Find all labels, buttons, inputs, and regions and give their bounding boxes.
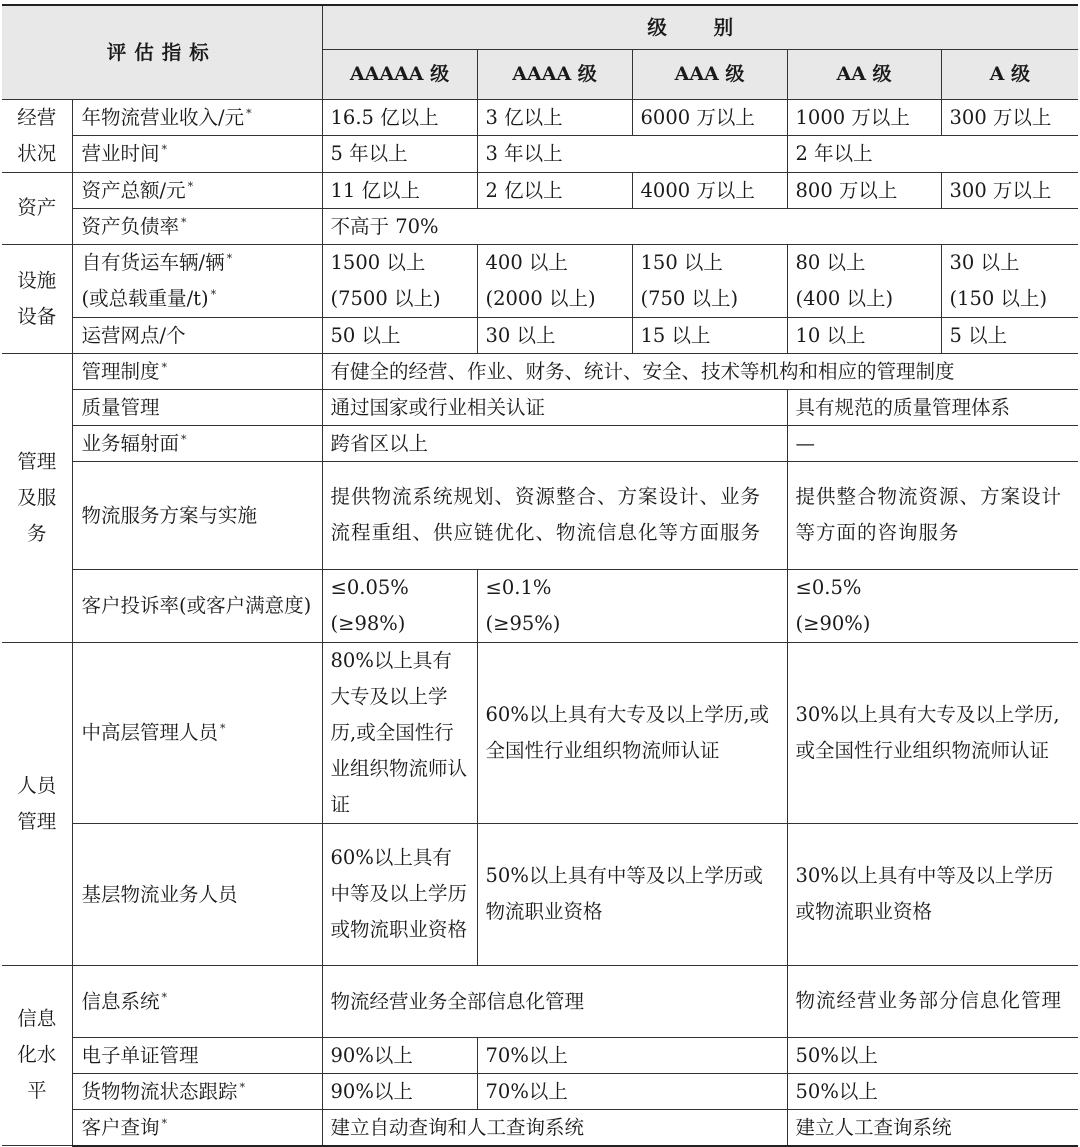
cell-value: 2 亿以上: [477, 172, 632, 208]
cell-value: 具有规范的质量管理体系: [787, 389, 1078, 425]
evaluation-table-container: [2, 4, 1078, 1139]
cell-value: 300 万以上: [941, 172, 1078, 208]
required-mark: *: [161, 143, 168, 157]
required-mark: *: [226, 251, 233, 265]
category-personnel: 人员 管理: [2, 642, 72, 965]
indicator-label: 信息系统: [81, 989, 160, 1013]
required-mark: *: [239, 1080, 246, 1094]
cell-value: 50%以上: [787, 1037, 1078, 1073]
indicator-quality: [72, 389, 322, 425]
cell-value: 提供物流系统规划、资源整合、方案设计、业务流程重组、供应链优化、物流信息化等方面服务: [322, 461, 787, 569]
indicator-business-time: [72, 136, 322, 173]
required-mark: *: [161, 1116, 168, 1130]
indicator-label: 管理制度: [81, 359, 160, 383]
required-mark: *: [181, 432, 187, 446]
indicator-complaint-rate: 客户投诉率(或客户满意度): [72, 569, 322, 642]
required-mark: *: [210, 287, 217, 301]
indicator-label: 中高层管理人员: [81, 721, 219, 744]
indicator-cargo-tracking: [72, 1073, 322, 1109]
cell-value: 物流经营业务全部信息化管理: [322, 965, 787, 1037]
cell-value: 80%以上具有大专及以上学历,或全国性行业组织物流师认证: [322, 642, 477, 823]
category-assets: 资产: [2, 172, 72, 244]
category-operation: 经营 状况: [2, 99, 72, 172]
cell-value: 60%以上具有大专及以上学历,或全国性行业组织物流师认证: [477, 642, 787, 823]
cell-value: 90%以上: [322, 1037, 477, 1073]
indicator-label: 业务辐射面: [81, 431, 180, 455]
cell-value: 3 年以上: [477, 136, 787, 173]
cell-value: 50 以上: [322, 317, 477, 353]
cell-value: 800 万以上: [787, 172, 941, 208]
cell-value: 50%以上具有中等及以上学历或物流职业资格: [477, 823, 787, 965]
cell-value: 5 年以上: [322, 136, 477, 173]
cell-value: 90%以上: [322, 1073, 477, 1109]
cell-value: 30%以上具有中等及以上学历或物流职业资格: [787, 823, 1078, 965]
cell-value: 50%以上: [787, 1073, 1078, 1109]
required-mark: *: [246, 106, 252, 120]
header-level-aaaa: AAAA 级: [477, 49, 632, 99]
cell-value: —: [787, 425, 1078, 461]
cell-value: ≤0.1% (≥95%): [477, 569, 787, 642]
cell-value: 70%以上: [477, 1073, 787, 1109]
cell-value: 提供整合物流资源、方案设计等方面的咨询服务: [787, 461, 1078, 569]
cell-value: 建立人工查询系统: [787, 1109, 1078, 1146]
indicator-label: 资产总额/元: [81, 178, 186, 202]
cell-value: 70%以上: [477, 1037, 787, 1073]
cell-value: 60%以上具有中等及以上学历或物流职业资格: [322, 823, 477, 965]
header-level-aaaaa: AAAAA 级: [322, 49, 477, 99]
cell-value: 跨省区以上: [322, 425, 787, 461]
cell-value: 有健全的经营、作业、财务、统计、安全、技术等机构和相应的管理制度: [322, 353, 1078, 389]
cell-value: 1500 以上 (7500 以上): [322, 244, 477, 317]
indicator-label: 营业时间: [81, 142, 160, 166]
category-management: 管理 及服 务: [2, 353, 72, 642]
indicator-label: 货物物流状态跟踪: [81, 1079, 238, 1103]
indicator-info-system: [72, 965, 322, 1037]
indicator-label: 客户查询: [81, 1115, 160, 1139]
cell-value: 2 年以上: [787, 136, 1078, 173]
indicator-label: 运营网点/个: [81, 323, 186, 347]
indicator-service-plan: 物流服务方案与实施: [72, 461, 322, 569]
cell-value: 15 以上: [632, 317, 787, 353]
indicator-label: 自有货运车辆/辆: [81, 250, 225, 274]
required-mark: *: [220, 722, 226, 735]
header-evaluation-index: 评估指标: [2, 5, 322, 99]
cell-value: 300 万以上: [941, 99, 1078, 136]
indicator-senior-staff: [72, 642, 322, 823]
category-it-level: 信息 化水 平: [2, 965, 72, 1146]
cell-value: 建立自动查询和人工查询系统: [322, 1109, 787, 1146]
cell-value: 400 以上 (2000 以上): [477, 244, 632, 317]
cell-value: 30 以上: [477, 317, 632, 353]
header-level-aaa: AAA 级: [632, 49, 787, 99]
cell-value: 通过国家或行业相关认证: [322, 389, 787, 425]
category-facilities: 设施 设备: [2, 244, 72, 353]
cell-value: 150 以上 (750 以上): [632, 244, 787, 317]
indicator-e-document: 电子单证管理: [72, 1037, 322, 1073]
indicator-label: 质量管理: [81, 395, 160, 419]
cell-value: 16.5 亿以上: [322, 99, 477, 136]
indicator-customer-query: [72, 1109, 322, 1146]
header-level-aa: AA 级: [787, 49, 941, 99]
cell-value: ≤0.5% (≥90%): [787, 569, 1078, 642]
indicator-vehicles: [72, 244, 322, 317]
cell-value: 30 以上 (150 以上): [941, 244, 1078, 317]
cell-value: 30%以上具有大专及以上学历,或全国性行业组织物流师认证: [787, 642, 1078, 823]
required-mark: *: [181, 215, 187, 229]
indicator-debt-ratio: [72, 208, 322, 244]
cell-value: 5 以上: [941, 317, 1078, 353]
indicator-revenue: [72, 99, 322, 136]
required-mark: *: [161, 360, 168, 374]
cell-value: 11 亿以上: [322, 172, 477, 208]
indicator-label: 年物流营业收入/元: [81, 105, 245, 129]
indicator-basic-staff: 基层物流业务人员: [72, 823, 322, 965]
header-level: 级 别: [322, 5, 1078, 49]
required-mark: *: [161, 990, 168, 1004]
cell-value: 物流经营业务部分信息化管理: [787, 965, 1078, 1037]
cell-value: 6000 万以上: [632, 99, 787, 136]
cell-value: 4000 万以上: [632, 172, 787, 208]
indicator-management-system: [72, 353, 322, 389]
logistics-level-evaluation-table: [2, 4, 1078, 1147]
indicator-label: 资产负债率: [81, 214, 180, 238]
indicator-total-assets: [72, 172, 322, 208]
header-level-a: A 级: [941, 49, 1078, 99]
cell-value: 3 亿以上: [477, 99, 632, 136]
indicator-network: [72, 317, 322, 353]
cell-value: 不高于 70%: [322, 208, 1078, 244]
cell-value: ≤0.05% (≥98%): [322, 569, 477, 642]
indicator-label-sub: (或总载重量/t): [81, 286, 209, 310]
cell-value: 1000 万以上: [787, 99, 941, 136]
cell-value: 80 以上 (400 以上): [787, 244, 941, 317]
required-mark: *: [187, 179, 194, 193]
indicator-coverage: [72, 425, 322, 461]
cell-value: 10 以上: [787, 317, 941, 353]
